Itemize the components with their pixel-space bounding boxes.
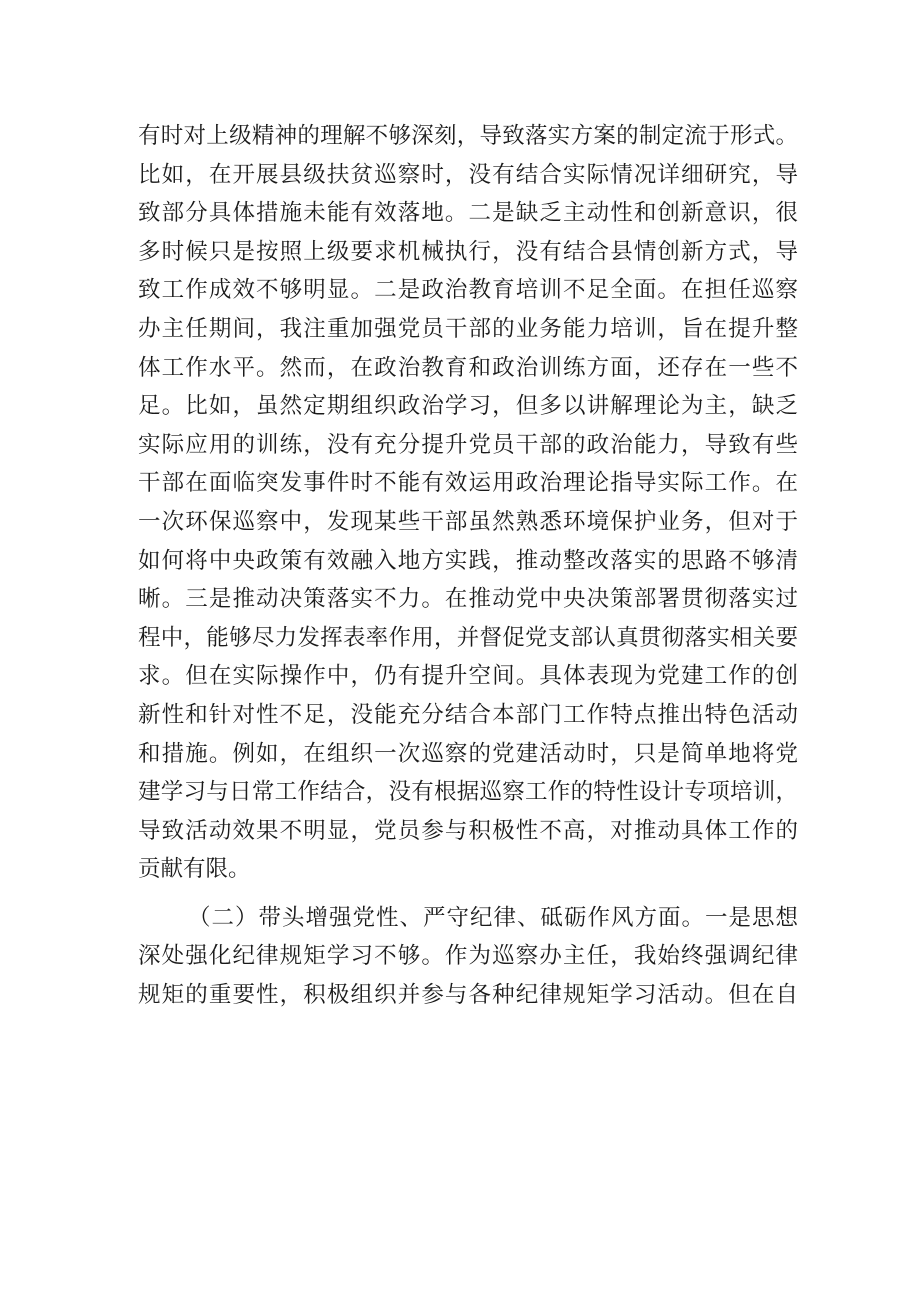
text-line: 程中，能够尽力发挥表率作用，并督促党支部认真贯彻落实相关要: [138, 624, 798, 651]
text-line: 求。但在实际操作中，仍有提升空间。具体表现为党建工作的创: [138, 663, 798, 690]
text-line: 深处强化纪律规矩学习不够。作为巡察办主任，我始终强调纪律: [138, 943, 798, 970]
text-line: 有时对上级精神的理解不够深刻，导致落实方案的制定流于形式。: [138, 123, 798, 149]
paragraph-1: [138, 117, 798, 889]
text-line: 多时候只是按照上级要求机械执行，没有结合县情创新方式，导: [138, 238, 798, 265]
text-line: 建学习与日常工作结合，没有根据巡察工作的特性设计专项培训，: [138, 779, 798, 806]
text-line: 体工作水平。然而，在政治教育和政治训练方面，还存在一些不: [138, 354, 798, 381]
text-line: 规矩的重要性，积极组织并参与各种纪律规矩学习活动。但在自: [138, 982, 798, 1009]
text-line: 足。比如，虽然定期组织政治学习，但多以讲解理论为主，缺乏: [138, 393, 798, 420]
text-line: 干部在面临突发事件时不能有效运用政治理论指导实际工作。在: [138, 470, 798, 497]
text-line: 和措施。例如，在组织一次巡察的党建活动时，只是简单地将党: [138, 740, 798, 767]
text-line: （二）带头增强党性、严守纪律、砥砺作风方面。一是思想: [188, 904, 798, 931]
paragraph-spacer: [138, 889, 798, 899]
text-line: 致工作成效不够明显。二是政治教育培训不足全面。在担任巡察: [138, 277, 798, 304]
text-line: 如何将中央政策有效融入地方实践，推动整改落实的思路不够清: [138, 547, 798, 574]
text-line: 比如，在开展县级扶贫巡察时，没有结合实际情况详细研究，导: [138, 161, 798, 188]
text-line: 贡献有限。: [138, 856, 251, 883]
text-line: 致部分具体措施未能有效落地。二是缺乏主动性和创新意识，很: [138, 200, 798, 227]
text-line: 导致活动效果不明显，党员参与积极性不高，对推动具体工作的: [138, 817, 798, 844]
text-line: 新性和针对性不足，没能充分结合本部门工作特点推出特色活动: [138, 701, 798, 728]
text-line: 晰。三是推动决策落实不力。在推动党中央决策部署贯彻落实过: [138, 586, 798, 613]
document-body: [138, 117, 798, 1015]
paragraph-2: [138, 899, 798, 1015]
text-line: 办主任期间，我注重加强党员干部的业务能力培训，旨在提升整: [138, 315, 798, 342]
text-line: 实际应用的训练，没有充分提升党员干部的政治能力，导致有些: [138, 431, 798, 458]
text-line: 一次环保巡察中，发现某些干部虽然熟悉环境保护业务，但对于: [138, 508, 798, 535]
